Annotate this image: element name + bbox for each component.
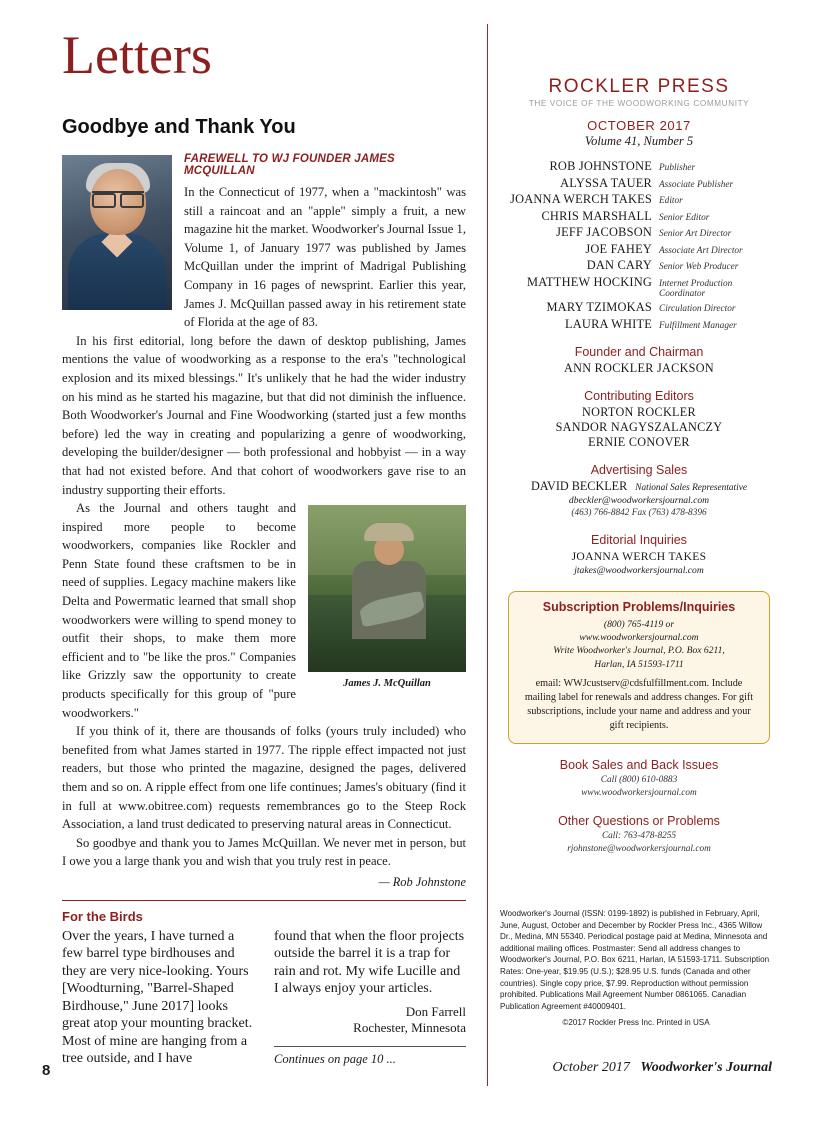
editorial-inquiries-heading: Editorial Inquiries (591, 532, 687, 547)
legal-fineprint (500, 908, 772, 1029)
founder-name: ANN ROCKLER JACKSON (564, 360, 714, 375)
issue-volume: Volume 41, Number 5 (584, 134, 694, 148)
letter-columns (62, 928, 466, 1068)
advertising-contact-row (500, 479, 778, 494)
contributing-editors-heading: Contributing Editors (584, 388, 694, 403)
staff-name: JOE FAHEY (585, 241, 652, 256)
staff-row (500, 209, 778, 224)
other-questions-email[interactable]: rjohnstone@woodworkersjournal.com (567, 844, 711, 855)
article-headline: Goodbye and Thank You (62, 116, 296, 138)
page-number: 8 (42, 1062, 51, 1079)
book-sales-heading: Book Sales and Back Issues (559, 758, 719, 773)
editorial-email[interactable]: jtakes@woodworkersjournal.com (574, 564, 704, 576)
letter-text-1: Over the years, I have turned a few barrel type birdhouses and they are very nice-looking. Yours [Woodturning, "Barrel-Shaped Birdhouse," June 2017] looks great atop your mounting bracket. Most of mine are hanging from a tree outside, and I have (62, 928, 253, 1067)
staff-row (500, 159, 778, 174)
staff-row (500, 258, 778, 273)
column-divider (487, 24, 488, 1086)
masthead-panel (500, 76, 778, 856)
subscription-url[interactable]: www.woodworkersjournal.com (579, 631, 699, 643)
contributing-editor: SANDOR NAGYSZALANCZY (555, 419, 723, 434)
advertising-name: DAVID BECKLER (531, 478, 628, 493)
advertising-email[interactable]: dbeckler@woodworkersjournal.com (568, 494, 710, 506)
staff-row (500, 225, 778, 240)
footer-issue-date: October 2017 (552, 1060, 630, 1075)
staff-name: MATTHEW HOCKING (527, 274, 652, 289)
author-portrait-photo (62, 155, 172, 310)
book-sales-url[interactable]: www.woodworkersjournal.com (581, 788, 697, 799)
other-questions-heading: Other Questions or Problems (558, 814, 720, 829)
staff-row (500, 242, 778, 257)
footer-issue (553, 1060, 773, 1076)
staff-row (500, 317, 778, 332)
subscription-line: Harlan, IA 51593-1711 (594, 658, 684, 670)
subscription-email-note: email: WWJcustserv@cdsfulfillment.com. Include mailing label for renewals and address changes. For gift subscriptions, include your name and address and your gift recipients. (524, 678, 754, 732)
staff-title: Editor (659, 196, 683, 206)
subscription-line: (800) 765-4119 or (603, 618, 675, 630)
page-title: Letters (62, 25, 212, 85)
advertising-title: National Sales Representative (635, 482, 747, 493)
staff-name: LAURA WHITE (565, 316, 652, 331)
letter-signer-city: Rochester, Minnesota (353, 1019, 466, 1035)
other-questions-phone: Call: 763-478-8255 (601, 831, 677, 842)
advertising-sales-heading: Advertising Sales (590, 462, 688, 477)
staff-list (500, 159, 778, 332)
photo-caption: James J. McQuillan (343, 678, 431, 690)
staff-name: ALYSSA TAUER (560, 175, 652, 190)
fineprint-copyright: ©2017 Rockler Press Inc. Printed in USA (562, 1018, 710, 1028)
contributing-editor: NORTON ROCKLER (582, 404, 696, 419)
press-tagline: THE VOICE OF THE WOODWORKING COMMUNITY (528, 99, 750, 108)
staff-row (500, 192, 778, 207)
editorial-name: JOANNA WERCH TAKES (571, 549, 707, 563)
staff-title: Publisher (659, 163, 696, 173)
continues-divider (274, 1046, 466, 1047)
staff-name: MARY TZIMOKAS (546, 300, 652, 314)
staff-row (500, 300, 778, 315)
staff-title: Internet Production Coordinator (659, 278, 733, 299)
article-paragraph-2: In his first editorial, long before the dawn of desktop publishing, James mentions the value of woodworking as a response to the era's "technological explosion and its mixed blessings." It's unlikely that he had the wider industry on his mind as he started his magazine, but that did not diminish the influence. Both Woodworker's Journal and Fine Woodworking (started just a few months before) led the way in creating and popularizing a genre of woodworking, developing the builder/designer — both professional and hobbyist — in a way that had not existed before. And that cohort of woodworkers gave rise to an industry supporting their efforts. (62, 333, 466, 497)
letter-text-2: found that when the floor projects outside the barrel it is a trap for rain and rot. My wife Lucille and I always enjoy your articles. (274, 928, 465, 997)
staff-title: Fulfillment Manager (659, 320, 737, 331)
staff-name: JOANNA WERCH TAKES (510, 192, 652, 206)
staff-title: Circulation Director (659, 304, 736, 314)
press-name: ROCKLER PRESS (548, 76, 730, 97)
article-paragraph-5: So goodbye and thank you to James McQuillan. We never met in person, but I owe you a large thank you and wish that you truly rest in peace. (62, 835, 466, 869)
letter-signature (274, 1004, 466, 1036)
staff-title: Senior Editor (659, 212, 710, 223)
book-sales-phone: Call (800) 610-0883 (600, 775, 678, 786)
staff-title: Senior Art Director (659, 229, 732, 239)
section-divider (62, 900, 466, 901)
subscription-heading: Subscription Problems/Inquiries (542, 599, 736, 614)
article-signoff: — Rob Johnstone (378, 874, 466, 889)
contributing-editor: ERNIE CONOVER (588, 434, 690, 449)
staff-name: DAN CARY (586, 258, 652, 272)
subscription-box (508, 591, 770, 745)
letter-title: For the Birds (62, 908, 143, 924)
founder-heading: Founder and Chairman (574, 344, 704, 359)
subscription-line: Write Woodworker's Journal, P.O. Box 6211, (553, 645, 725, 657)
letter-signer-name: Don Farrell (405, 1003, 466, 1019)
staff-name: CHRIS MARSHALL (541, 208, 652, 223)
article-paragraph-3: As the Journal and others taught and inspired more people to become woodworkers, companies like Rockler and Penn State found these craftsmen to be in need of supplies. Legacy machine makers like Delta and Powermatic learned that small shop woodworkers were willing to spend money to outfit their shops, to make them more efficient and to "be like the pros." Companies like Grizzly saw the opportunity to create products specifically for this group of "pure woodworkers." (62, 501, 296, 720)
staff-name: ROB JOHNSTONE (549, 159, 652, 173)
left-column (62, 25, 466, 1068)
mcquillan-photo-image (308, 505, 466, 672)
continues-note: Continues on page 10 ... (274, 1051, 396, 1066)
article-paragraph-1: In the Connecticut of 1977, when a "mackintosh" was still a raincoat and an "apple" simply a fruit, a new magazine hit the market. Woodworker's Journal Issue 1, Volume 1, of January 1977 was published by James McQuillan under the imprint of Madrigal Publishing Company in 16 pages of newsprint. Earlier this year, James J. McQuillan passed away in his retirement state of Florida at the age of 83. (184, 185, 466, 330)
article-lede: FAREWELL TO WJ FOUNDER JAMES MCQUILLAN (184, 153, 395, 177)
article-paragraph-4: If you think of it, there are thousands of folks (yours truly included) who benefited from what James started in 1977. The ripple effect impacted not just readers, but those who printed the magazine, designed the pages, delivered them and so on. A ripple effect from one life continues; James's obituary (find it in full at www.obitree.com) requests remembrances go to the Steep Rock Association, a land trust dedicated to preserving natural areas in Connecticut. (62, 724, 466, 832)
staff-title: Senior Web Producer (659, 262, 739, 272)
letter-column-1 (62, 928, 254, 1068)
staff-name: JEFF JACOBSON (556, 225, 652, 239)
letter-column-2 (274, 928, 466, 1068)
staff-title: Associate Publisher (659, 179, 734, 190)
staff-row (500, 176, 778, 191)
staff-row (500, 275, 778, 299)
staff-title: Associate Art Director (659, 245, 743, 256)
issue-date: OCTOBER 2017 (587, 118, 691, 133)
footer-magazine-name: Woodworker's Journal (640, 1060, 772, 1075)
mcquillan-photo (308, 505, 466, 694)
fineprint-body: Woodworker's Journal (ISSN: 0199-1892) is published in February, April, June, August, October and December by Rockler Press Inc., 4365 Willow Dr., Medina, MN 55340. Periodical postage paid at Medina, Minnesota and additional mailing offices. Postmaster: Send all address changes to Woodworker's Journal, P.O. Box 6211, Harlan, IA 51593-1711. Subscription Rates: One-year, $19.95 (U.S.); $28.95 U.S. funds (Canada and other countries). Single copy price, $7.99. Reproduction without permission prohibited. Publications Mail Agreement Number 0861065. Canadian Publication Agreement #40009401. (500, 909, 770, 1011)
advertising-phone: (463) 766-8842 Fax (763) 478-8396 (571, 507, 707, 518)
